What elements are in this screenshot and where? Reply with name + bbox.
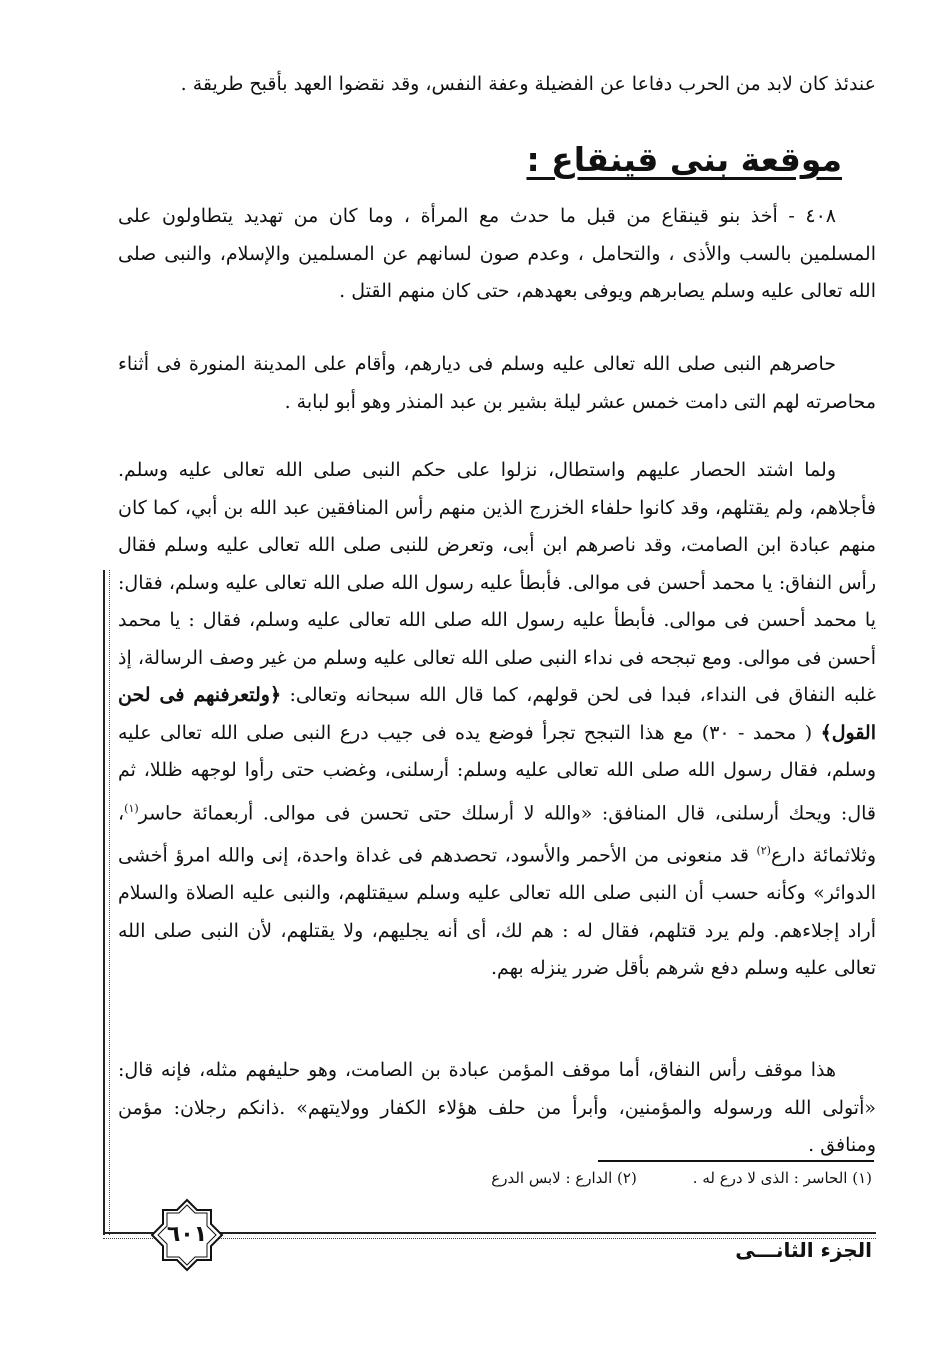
paragraph-expulsion-text-3: ، وثلاثمائة دارع — [118, 801, 876, 867]
paragraph-expulsion-text-2: ( محمد - ٣٠) مع هذا التبجح تجرأ فوضع يده فى جيب درع النبى صلى الله تعالى عليه وسلم، فقال رسول الله صلى الله تعالى عليه وسلم: أرسلنى، وغضب حتى رأوا لوجهه ظللا، ثم قال: ويحك أرسلنى، قال المنافق: «والله لا أرسلك حتى تحسن فى موالى. أربعمائة حاسر — [118, 721, 876, 824]
part-label: الجزء الثانـــى — [735, 1238, 872, 1262]
paragraph-expulsion-text-1: ولما اشتد الحصار عليهم واستطال، نزلوا على حكم النبى صلى الله تعالى عليه وسلم. فأجلاهم، ولم يقتلهم، وقد كانوا حلفاء الخزرج الذين منهم رأس المنافقين عبد الله بن أبي، كما كان منهم عبادة ابن الصامت، وقد ناصرهم ابن أبى، وتعرض للنبى صلى الله تعالى عليه وسلم فقال رأس النفاق: يا محمد أحسن فى موالى. فأبطأ عليه رسول الله صلى الله تعالى عليه وسلم، فقال: يا محمد أحسن فى موالى. فأبطأ عليه رسول الله صلى الله تعالى عليه وسلم، فقال : يا محمد أحسن فى موالى. ومع تبجحه فى نداء النبى صلى الله تعالى عليه وسلم من غير وصف الرسالة، إذ غلبه النفاق فى النداء، فبدا فى لحن قولهم، كما قال الله سبحانه وتعالى: — [118, 459, 876, 706]
intro-line: عندئذ كان لابد من الحرب دفاعا عن الفضيلة وعفة النفس، وقد نقضوا العهد بأقبح طريقة . — [180, 73, 876, 95]
margin-rule — [103, 570, 110, 1235]
footnote-2: (٢) الدارع : لابس الدرع — [491, 1169, 637, 1187]
paragraph-expulsion — [118, 452, 876, 988]
footnote-ref-1: (١) — [124, 801, 139, 815]
paragraph-expulsion-text-4: قد منعونى من الأحمر والأسود، تحصدهم فى غداة واحدة، إنى والله امرؤ أخشى الدوائر» وكأنه حسب أن النبى صلى الله تعالى عليه وسلم سيقتلهم، والنبى عليه الصلاة والسلام أراد إجلاءهم. ولم يرد قتلهم، فقال له : هم لك، أى أنه يجليهم، ولا يقتلهم، لأن النبى صلى الله تعالى عليه وسلم دفع شرهم بأقل ضرر ينزله بهم. — [118, 844, 876, 980]
paragraph-ubada: هذا موقف رأس النفاق، أما موقف المؤمن عبادة بن الصامت، وهو حليفهم مثله، فإنه قال: «أتولى الله ورسوله والمؤمنين، وأبرأ من حلف هؤلاء الكفار وولايتهم» .ذانكم رجلان: مؤمن ومنافق . — [118, 1059, 876, 1156]
footnote-ref-2: (٢) — [756, 844, 771, 858]
quran-quote: ﴿ولتعرفنهم فى لحن القول﴾ — [118, 684, 876, 744]
section-heading: موقعة بنى قينقاع : — [526, 140, 842, 179]
footnotes — [435, 1166, 872, 1190]
paragraph-408: ٤٠٨ - أخذ بنو قينقاع من قبل ما حدث مع المرأة ، وما كان من تهديد يتطاولون على المسلمين بالسب والأذى ، والتحامل ، وعدم صون لسانهم عن المسلمين والإسلام، والنبى صلى الله تعالى عليه وسلم يصابرهم ويوفى بعهدهم، حتى كان منهم القتل . — [118, 205, 876, 302]
page-number: ٦٠١ — [166, 1222, 208, 1247]
footnote-1: (١) الحاسر : الذى لا درع له . — [692, 1169, 872, 1187]
paragraph-siege: حاصرهم النبى صلى الله تعالى عليه وسلم فى ديارهم، وأقام على المدينة المنورة فى أثناء محاصرته لهم التى دامت خمس عشر ليلة بشير بن عبد المنذر وهو أبو لبابة . — [118, 353, 876, 413]
footnote-separator — [598, 1160, 874, 1162]
